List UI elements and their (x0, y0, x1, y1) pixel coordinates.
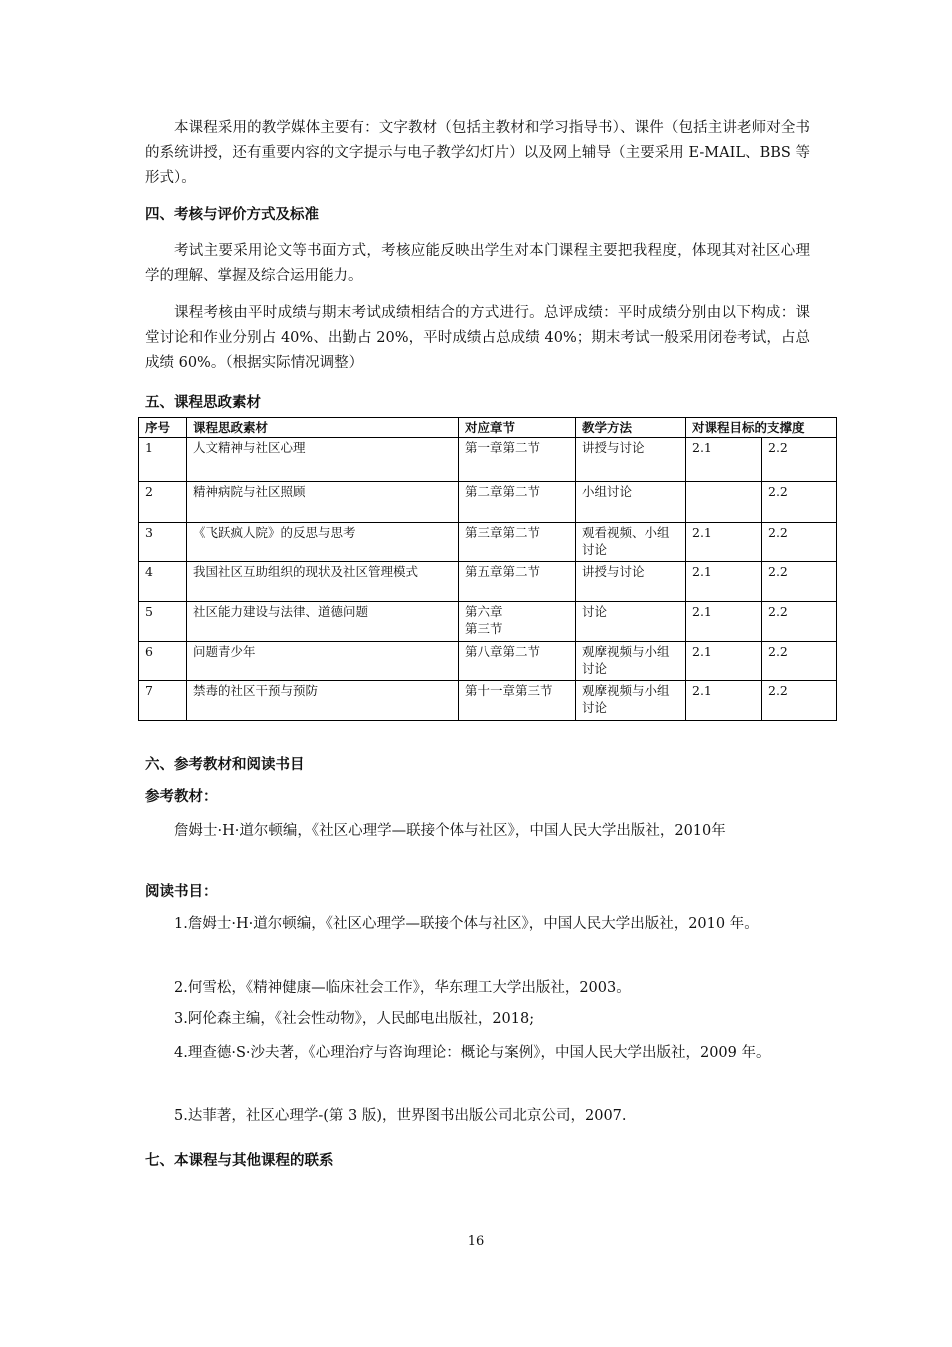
reading-item-2: 2.何雪松，《精神健康—临床社会工作》，华东理工大学出版社，2003。 (174, 980, 631, 996)
cell-chapter: 第二章第二节 (459, 482, 576, 523)
cell-goal-b: 2.2 (762, 562, 837, 602)
table-row (139, 681, 837, 721)
table-row (139, 438, 837, 482)
reading-item-3: 3.阿伦森主编，《社会性动物》，人民邮电出版社，2018; (174, 1011, 535, 1027)
cell-no: 7 (139, 681, 187, 721)
reading-item-5: 5.达菲著，社区心理学-(第 3 版)，世界图书出版公司北京公司，2007. (174, 1108, 627, 1124)
reading-item-4: 4.理查德·S·沙夫著，《心理治疗与咨询理论：概论与案例》，中国人民大学出版社，2009 年。 (174, 1045, 771, 1061)
cell-goal-b: 2.2 (762, 482, 837, 523)
ideology-materials-table (138, 417, 837, 721)
cell-chapter: 第六章 第三节 (459, 602, 576, 642)
cell-chapter: 第三章第二节 (459, 523, 576, 562)
cell-chapter: 第十一章第三节 (459, 681, 576, 721)
cell-no: 1 (139, 438, 187, 482)
reading-label: 阅读书目： (145, 884, 218, 900)
cell-chapter: 第五章第二节 (459, 562, 576, 602)
cell-chapter: 第八章第二节 (459, 642, 576, 681)
cell-goal-b: 2.2 (762, 602, 837, 642)
cell-method: 观摩视频与小组讨论 (576, 642, 686, 681)
col-header-goal-support: 对课程目标的支撑度 (686, 418, 837, 438)
table-row (139, 523, 837, 562)
cell-no: 3 (139, 523, 187, 562)
cell-no: 6 (139, 642, 187, 681)
table-header-row (139, 418, 837, 438)
table-row (139, 562, 837, 602)
cell-method: 讲授与讨论 (576, 562, 686, 602)
section4-heading: 四、考核与评价方式及标准 (145, 207, 319, 223)
page-number: 16 (467, 1234, 485, 1249)
cell-method: 讨论 (576, 602, 686, 642)
table-row (139, 602, 837, 642)
cell-goal-a: 2.1 (686, 438, 762, 482)
section4-para2: 课程考核由平时成绩与期末考试成绩相结合的方式进行。总评成绩：平时成绩分别由以下构成：课堂讨论和作业分别占 40%、出勤占 20%，平时成绩占总成绩 40%；期末考试一般采用闭卷考试，占总成绩 60%。（根据实际情况调整） (145, 305, 810, 371)
cell-material: 人文精神与社区心理 (187, 438, 459, 482)
cell-goal-a: 2.1 (686, 523, 762, 562)
cell-method: 小组讨论 (576, 482, 686, 523)
table-row (139, 642, 837, 681)
cell-material: 《飞跃疯人院》的反思与思考 (187, 523, 459, 562)
cell-material: 我国社区互助组织的现状及社区管理模式 (187, 562, 459, 602)
col-header-chapter: 对应章节 (459, 418, 576, 438)
cell-goal-a: 2.1 (686, 562, 762, 602)
cell-goal-a: 2.1 (686, 642, 762, 681)
section5-heading: 五、课程思政素材 (145, 395, 261, 411)
textbook-entry: 詹姆士·H·道尔顿编，《社区心理学—联接个体与社区》，中国人民大学出版社，2010年 (174, 823, 726, 839)
col-header-method: 教学方法 (576, 418, 686, 438)
cell-no: 4 (139, 562, 187, 602)
cell-goal-a: 2.1 (686, 602, 762, 642)
media-paragraph: 本课程采用的教学媒体主要有：文字教材（包括主教材和学习指导书）、课件（包括主讲老师对全书的系统讲授，还有重要内容的文字提示与电子教学幻灯片）以及网上辅导（主要采用 E-MAIL、BBS 等形式）。 (145, 120, 810, 186)
cell-no: 2 (139, 482, 187, 523)
section6-heading: 六、参考教材和阅读书目 (145, 757, 305, 773)
cell-goal-b: 2.2 (762, 642, 837, 681)
textbook-label: 参考教材： (145, 789, 218, 805)
cell-chapter: 第一章第二节 (459, 438, 576, 482)
col-header-no: 序号 (139, 418, 187, 438)
cell-material: 问题青少年 (187, 642, 459, 681)
cell-method: 讲授与讨论 (576, 438, 686, 482)
cell-goal-a: 2.1 (686, 681, 762, 721)
cell-no: 5 (139, 602, 187, 642)
table-row (139, 482, 837, 523)
section4-para1: 考试主要采用论文等书面方式，考核应能反映出学生对本门课程主要把我程度，体现其对社区心理学的理解、掌握及综合运用能力。 (145, 243, 810, 284)
cell-method: 观看视频、小组讨论 (576, 523, 686, 562)
section7-heading: 七、本课程与其他课程的联系 (145, 1153, 334, 1169)
cell-material: 精神病院与社区照顾 (187, 482, 459, 523)
reading-item-1: 1.詹姆士·H·道尔顿编，《社区心理学—联接个体与社区》，中国人民大学出版社，2010 年。 (174, 916, 759, 932)
cell-material: 社区能力建设与法律、道德问题 (187, 602, 459, 642)
cell-material: 禁毒的社区干预与预防 (187, 681, 459, 721)
cell-goal-b: 2.2 (762, 523, 837, 562)
cell-method: 观摩视频与小组讨论 (576, 681, 686, 721)
cell-goal-a (686, 482, 762, 523)
cell-goal-b: 2.2 (762, 681, 837, 721)
cell-goal-b: 2.2 (762, 438, 837, 482)
col-header-material: 课程思政素材 (187, 418, 459, 438)
